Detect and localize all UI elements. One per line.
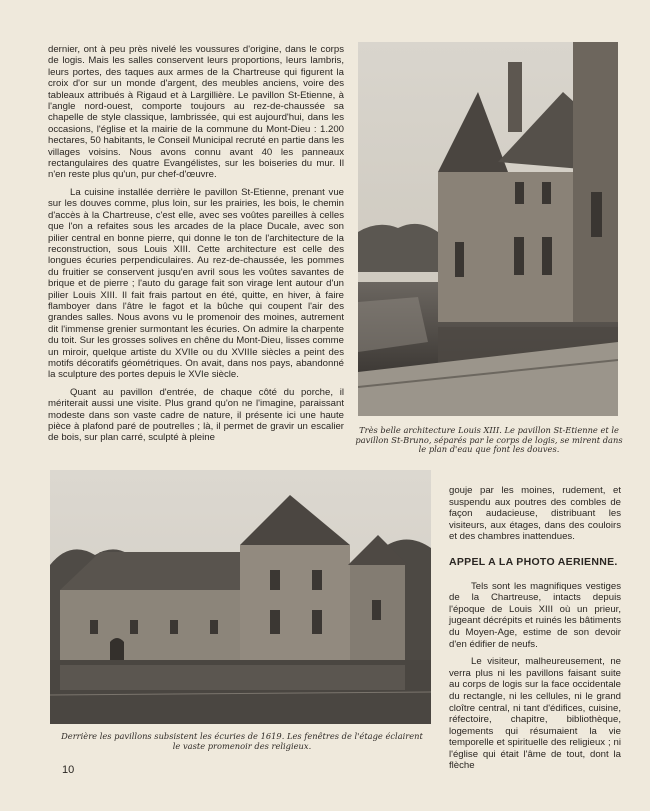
- right-bottom-column: [449, 485, 621, 778]
- top-left-column: [48, 44, 344, 450]
- photo-caption-top: Très belle architecture Louis XIII. Le pavillon St-Etienne et le pavillon St-Bruno, séparés par le corps de logis, se mirent dans le plan d'eau que font les douves.: [355, 425, 623, 455]
- photo-chateau-pavilions-moat: [358, 42, 618, 416]
- section-heading: APPEL A LA PHOTO AERIENNE.: [449, 555, 618, 568]
- paragraph: La cuisine installée derrière le pavillon St-Etienne, prenant vue sur les douves comme, plus loin, sur les prairies, les bois, le chemin d'accès à la Chartreuse, c'est elle, avec ses voûtes pareilles à celles que l'on a refaites sous les arcades de la place Ducale, avec son pilier central en bonne pierre, qui donne le ton de l'architecture de la reconstruction, sous Louis XIII. Cette architecture est celle des longues écuries perpendiculaires. Au rez-de-chaussée, les pommes du fruitier se conservent jusqu'en avril sous les voûtes savantes de brique et de pierre ; l'auto du garage fait son virage lent autour d'un pilier Louis XIII. Il fait frais partout en été, quitte, en hiver, à faire flamboyer dans l'âtre le fagot et la bûche qui coupent l'air des grandes salles. Nous avons vu le promenoir des moines, autrement dit l'immense grenier surmontant les écuries. On admire la charpente du toit. Sur les grosses solives en chêne du Mont-Dieu, lisses comme un miroir, quelque artiste du XVIIe ou du XVIIIe siècles a peint des motifs décoratifs géométriques. On avait, dans nos pays, abandonné la sculpture des portes depuis le XVIe siècle.: [48, 186, 344, 381]
- paragraph: Quant au pavillon d'entrée, de chaque côté du porche, il mériterait aussi une visite. Plus grand qu'on ne l'imagine, paraissant modeste dans son vaste cadre de nature, il présente ici une haute pièce à plafond paré de poutrelles ; là, il permet de gravir un escalier de bois, sur plan carré, sculpté à pleine: [48, 386, 344, 444]
- paragraph: Le visiteur, malheureusement, ne verra plus ni les pavillons faisant suite au corps de logis sur la face occidentale du rectangle, ni les cellules, ni le grand cloître central, ni tant d'édifices, cuisine, réfectoire, chapitre, bibliothèque, logements qui résumaient la vie temporelle et spirituelle des religieux ; ni l'église qui était l'âme de tout, dont la flèche: [449, 656, 621, 772]
- photo-caption-bottom: Derrière les pavillons subsistent les écuries de 1619. Les fenêtres de l'étage éclairent le vaste promenoir des religieux.: [61, 731, 423, 751]
- page-number: 10: [62, 764, 75, 776]
- paragraph: dernier, ont à peu près nivelé les voussures d'origine, dans le corps de logis. Mais les salles conservent leurs proportions, leurs lambris, leurs portes, des taques aux armes de la Chartreuse qui figurent la croix d'or sur un monde d'argent, des meubles anciens, voire des tableaux attribués à Rigaud et à Largillière. Le pavillon St-Etienne, à l'angle nord-ouest, comporte toujours au rez-de-chaussée sa chapelle de style classique, lambrissée, qui est aujourd'hui, dans les occasions, l'église et la mairie de la commune du Mont-Dieu : 1.200 hectares, 50 habitants, le Conseil Municipal recruté en partie dans les villages voisins. Nous avons connu avant 40 les panneaux rectangulaires des quatre Evangélistes, sur les boiseries du mur. Il n'en reste plus qu'un, pur chef-d'œuvre.: [48, 44, 344, 181]
- photo-stables-building: [50, 470, 431, 724]
- paragraph: Tels sont les magnifiques vestiges de la Chartreuse, intacts depuis l'époque de Louis XIII où un prieur, jugeant décrépits et ruinés les bâtiments du Moyen-Age, estime de son devoir d'en édifier de neufs.: [449, 580, 621, 650]
- paragraph: gouje par les moines, rudement, et suspendu aux poutres des combles de façon audacieuse, distribuant les visiteurs, aux étages, dans des couloirs et des chambres inattendues.: [449, 485, 621, 543]
